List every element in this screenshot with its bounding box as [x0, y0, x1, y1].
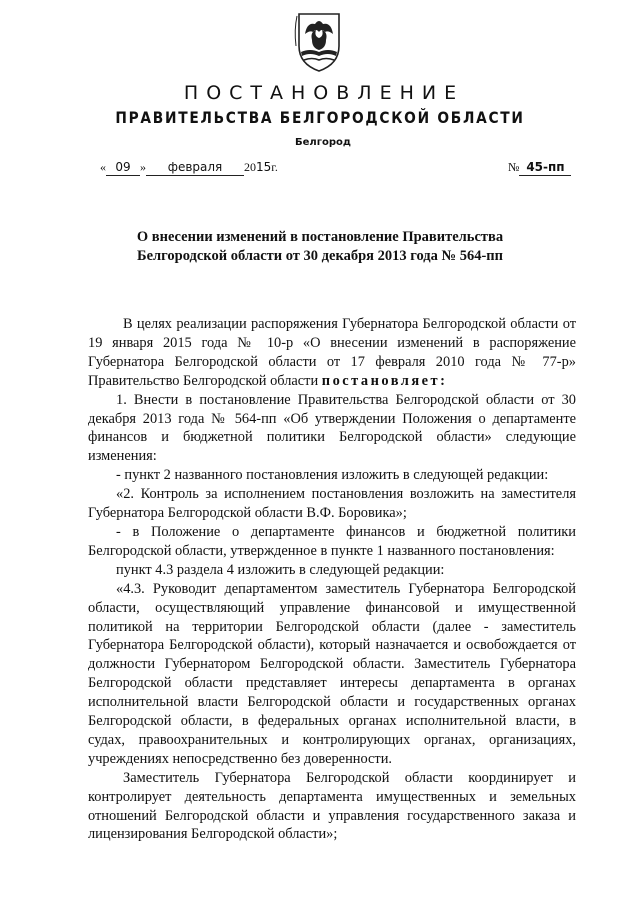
- paragraph-quote-2: «2. Контроль за исполнением постановления возложить на заместителя Губернатора Белгородской области В.Ф. Боровика»;: [88, 486, 576, 522]
- date-day: 09: [106, 160, 140, 176]
- paragraph-coordination: Заместитель Губернатора Белгородской области координирует и контролирует деятельность департамента имущественных и земельных отношений Белгородской области и управления государственного заказа и лицензирования Белгородской области»;: [88, 769, 576, 843]
- paragraph-quote-4-3: «4.3. Руководит департаментом заместитель Губернатора Белгородской области, осуществляющий управление финансовой и имущественной политикой на территории Белгородской области (далее - заместитель Губернатора Белгородской области), который назначается и освобождается от должности Губернатором Белгородской области. Заместитель Губернатора Белгородской области представляет интересы департамента в органах исполнительной власти Белгородской области и государственных органах Белгородской области, в федеральных органах исполнительной власти, в судах, правоохранительных и контролирующих органах, организациях, учреждениях непосредственно без доверенности.: [88, 580, 576, 767]
- coat-of-arms-icon: [292, 10, 346, 74]
- paragraph-point-4-3: пункт 4.3 раздела 4 изложить в следующей редакции:: [116, 561, 445, 578]
- paragraph-point-2: - пункт 2 названного постановления изложить в следующей редакции:: [116, 467, 549, 484]
- number-label: №: [508, 160, 520, 174]
- date-open-quote: «: [100, 160, 106, 174]
- date-year-suffix: 15: [256, 160, 272, 174]
- document-heading: [0, 228, 640, 266]
- date-line: [100, 160, 278, 176]
- paragraph-preamble: [88, 315, 576, 391]
- heading-line-2: Белгородской области от 30 декабря 2013 года № 564-пп: [137, 248, 503, 264]
- date-year-prefix: 20: [244, 160, 256, 174]
- date-close-quote: »: [140, 160, 146, 174]
- preamble-text: В целях реализации распоряжения Губернатора Белгородской области от 19 января 2015 года № 10-р «О внесении изменений в распоряжение Губернатора Белгородской области от 17 февраля 2010 года № 77-р» Правительство Белгородской области: [88, 316, 576, 389]
- document-body: [88, 315, 576, 844]
- date-year-postfix: г.: [271, 160, 278, 174]
- heading-line-1: О внесении изменений в постановление Правительства: [136, 229, 504, 245]
- date-month: февраля: [146, 160, 244, 176]
- resolves-keyword: постановляет:: [321, 372, 448, 389]
- document-type-title: ПОСТАНОВЛЕНИЕ: [183, 82, 465, 104]
- city-label: Белгород: [295, 137, 351, 148]
- document-number: [508, 160, 571, 176]
- issuer-title: ПРАВИТЕЛЬСТВА БЕЛГОРОДСКОЙ ОБЛАСТИ: [115, 108, 525, 127]
- number-value: 45-пп: [519, 160, 571, 176]
- paragraph-item-1: 1. Внести в постановление Правительства Белгородской области от 30 декабря 2013 года № 564-пп «Об утверждении Положения о департаменте финансов и бюджетной политики Белгородской области» следующие изменения:: [88, 391, 576, 465]
- paragraph-regulation: - в Положение о департаменте финансов и бюджетной политики Белгородской области, утвержденное в пункте 1 названного постановления:: [88, 523, 576, 559]
